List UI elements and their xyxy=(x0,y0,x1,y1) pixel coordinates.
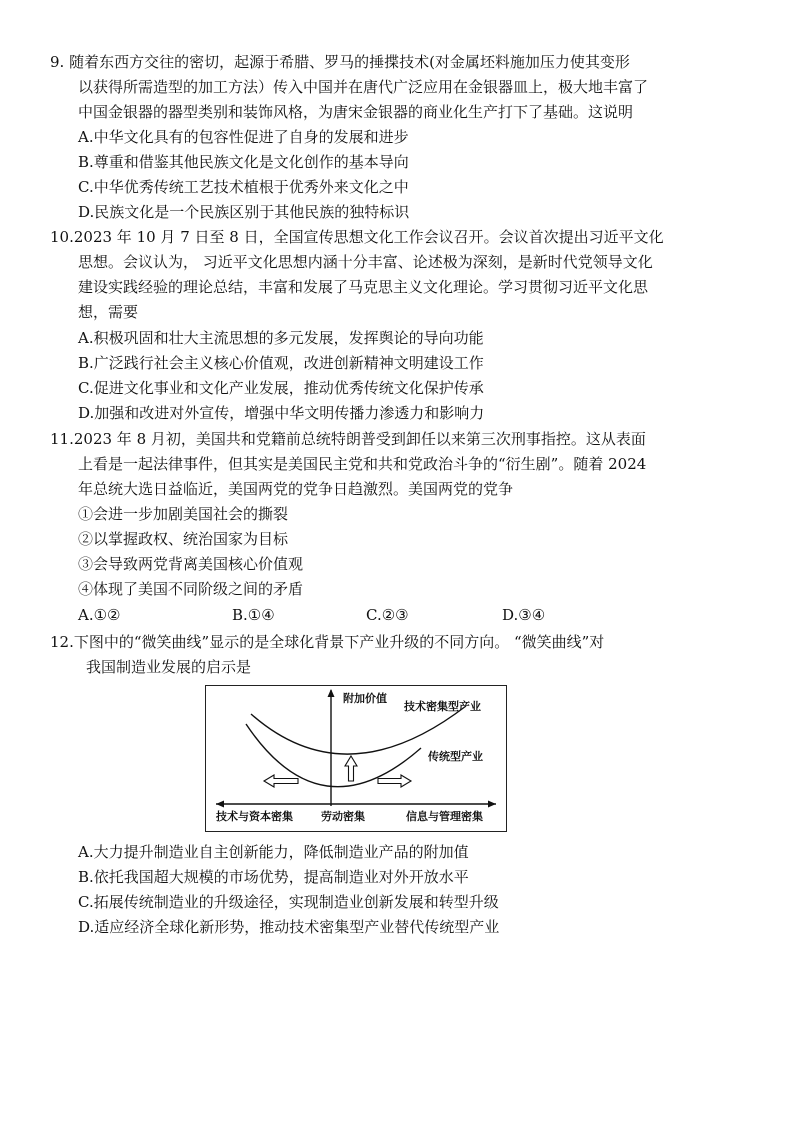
statement-3: ③会导致两党背离美国核心价值观 xyxy=(78,555,304,573)
choice-d: D.③④ xyxy=(502,606,546,624)
x-axis-arrow-left xyxy=(216,801,224,808)
question-text-line: 上看是一起法律事件，但其实是美国民主党和共和党政治斗争的“衍生剧”。随着 2024 xyxy=(78,455,647,473)
x-label-right: 信息与管理密集 xyxy=(406,810,483,823)
question-text-line: 年总统大选日益临近，美国两党的党争日趋激烈。美国两党的党争 xyxy=(78,480,514,498)
question-text-line: 12.下图中的“微笑曲线”显示的是全球化背景下产业升级的不同方向。 “微笑曲线”对 xyxy=(50,633,605,651)
question-text-line: 9. 随着东西方交往的密切，起源于希腊、罗马的捶揲技术(对金属坯料施加压力使其变形 xyxy=(50,53,630,71)
question-text-line: 以获得所需造型的加工方法）传入中国并在唐代广泛应用在金银器皿上，极大地丰富了 xyxy=(78,78,649,96)
question-text-line: 中国金银器的器型类别和装饰风格，为唐宋金银器的商业化生产打下了基础。这说明 xyxy=(78,103,634,121)
curve-technology-intensive xyxy=(251,706,466,754)
question-text-line: 10.2023 年 10 月 7 日至 8 日，全国宣传思想文化工作会议召开。会议首次提出习近平文化 xyxy=(50,228,664,246)
option-a: A.积极巩固和壮大主流思想的多元发展，发挥舆论的导向功能 xyxy=(78,329,484,347)
statement-2: ②以掌握政权、统治国家为目标 xyxy=(78,530,289,548)
question-text-line: 我国制造业发展的启示是 xyxy=(86,658,252,676)
question-text-line: 想，需要 xyxy=(78,303,139,321)
option-a: A.中华文化具有的包容性促进了自身的发展和进步 xyxy=(78,128,409,146)
arrow-left-icon xyxy=(264,775,298,787)
option-a: A.大力提升制造业自主创新能力，降低制造业产品的附加值 xyxy=(78,843,469,861)
arrow-right-icon xyxy=(378,775,411,787)
option-c: C.拓展传统制造业的升级途径，实现制造业创新发展和转型升级 xyxy=(78,893,499,911)
y-axis-arrow xyxy=(328,689,335,697)
curve-top-label: 技术密集型产业 xyxy=(404,700,481,713)
option-c: C.促进文化事业和文化产业发展，推动优秀传统文化保护传承 xyxy=(78,379,484,397)
option-d: D.民族文化是一个民族区别于其他民族的独特标识 xyxy=(78,203,410,221)
x-label-center: 劳动密集 xyxy=(321,810,365,823)
statement-1: ①会进一步加剧美国社会的撕裂 xyxy=(78,505,289,523)
question-text-line: 建设实践经验的理论总结，丰富和发展了马克思主义文化理论。学习贯彻习近平文化思 xyxy=(78,278,649,296)
choice-c: C.②③ xyxy=(366,606,409,624)
curve-bottom-label: 传统型产业 xyxy=(428,750,483,763)
question-text-line: 思想。会议认为， 习近平文化思想内涵十分丰富、论述极为深刻，是新时代党领导文化 xyxy=(78,253,653,271)
statement-4: ④体现了美国不同阶级之间的矛盾 xyxy=(78,580,304,598)
smile-curve-figure xyxy=(205,685,507,832)
option-d: D.适应经济全球化新形势，推动技术密集型产业替代传统型产业 xyxy=(78,918,500,936)
option-c: C.中华优秀传统工艺技术植根于优秀外来文化之中 xyxy=(78,178,409,196)
option-b: B.尊重和借鉴其他民族文化是文化创作的基本导向 xyxy=(78,153,409,171)
choice-b: B.①④ xyxy=(232,606,275,624)
option-d: D.加强和改进对外宣传，增强中华文明传播力渗透力和影响力 xyxy=(78,404,485,422)
x-axis-arrow xyxy=(488,801,496,808)
choice-a: A.①② xyxy=(78,606,121,624)
option-b: B.依托我国超大规模的市场优势，提高制造业对外开放水平 xyxy=(78,868,469,886)
arrow-up-icon xyxy=(345,756,357,781)
option-b: B.广泛践行社会主义核心价值观，改进创新精神文明建设工作 xyxy=(78,354,484,372)
question-text-line: 11.2023 年 8 月初，美国共和党籍前总统特朗普受到卸任以来第三次刑事指控。这从表面 xyxy=(50,430,646,448)
x-label-left: 技术与资本密集 xyxy=(216,810,293,823)
y-axis-label: 附加价值 xyxy=(343,692,387,705)
